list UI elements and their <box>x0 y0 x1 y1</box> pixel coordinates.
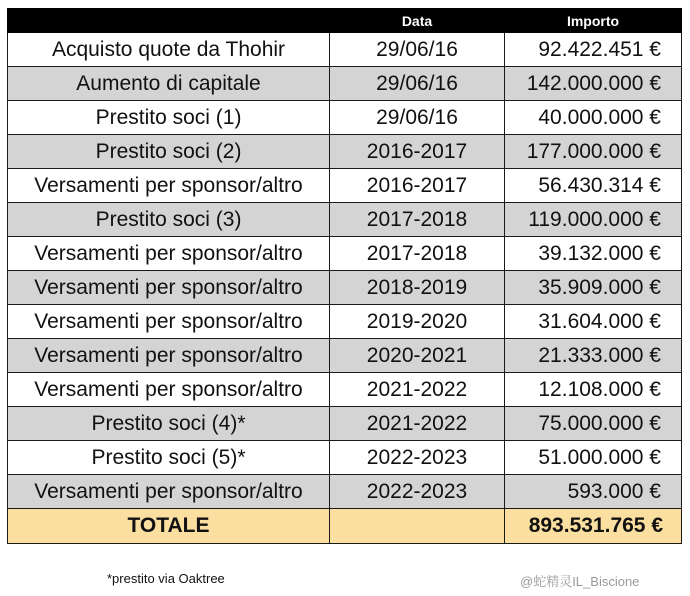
row-label: Versamenti per sponsor/altro <box>8 305 330 339</box>
row-amount: 142.000.000 € <box>505 67 682 101</box>
table-row <box>8 407 682 441</box>
total-amount: 893.531.765 € <box>505 509 682 544</box>
total-row <box>8 509 682 544</box>
row-amount: 39.132.000 € <box>505 237 682 271</box>
row-amount: 31.604.000 € <box>505 305 682 339</box>
row-label: Prestito soci (1) <box>8 101 330 135</box>
row-date: 29/06/16 <box>330 101 505 135</box>
row-date: 2019-2020 <box>330 305 505 339</box>
table-row <box>8 475 682 509</box>
table-row <box>8 203 682 237</box>
table-row <box>8 169 682 203</box>
header-date-column: Data <box>330 9 505 33</box>
row-date: 29/06/16 <box>330 67 505 101</box>
row-label: Prestito soci (5)* <box>8 441 330 475</box>
row-amount: 92.422.451 € <box>505 33 682 67</box>
row-amount: 75.000.000 € <box>505 407 682 441</box>
table-row <box>8 339 682 373</box>
row-label: Versamenti per sponsor/altro <box>8 169 330 203</box>
row-label: Prestito soci (4)* <box>8 407 330 441</box>
row-amount: 21.333.000 € <box>505 339 682 373</box>
row-amount: 593.000 € <box>505 475 682 509</box>
row-date: 2022-2023 <box>330 441 505 475</box>
row-label: Versamenti per sponsor/altro <box>8 373 330 407</box>
row-label: Versamenti per sponsor/altro <box>8 339 330 373</box>
table-header-row <box>8 9 682 33</box>
table-row <box>8 33 682 67</box>
table-row <box>8 305 682 339</box>
row-date: 2016-2017 <box>330 169 505 203</box>
footnote: *prestito via Oaktree <box>107 571 225 586</box>
table-row <box>8 67 682 101</box>
row-label: Prestito soci (3) <box>8 203 330 237</box>
row-date: 29/06/16 <box>330 33 505 67</box>
row-label: Versamenti per sponsor/altro <box>8 475 330 509</box>
row-date: 2021-2022 <box>330 373 505 407</box>
header-label-column <box>8 9 330 33</box>
table-body <box>8 33 682 544</box>
row-amount: 56.430.314 € <box>505 169 682 203</box>
watermark: @蛇精灵IL_Biscione <box>520 574 640 589</box>
table-row <box>8 101 682 135</box>
header-amount-column: Importo <box>505 9 682 33</box>
row-date: 2017-2018 <box>330 237 505 271</box>
row-amount: 12.108.000 € <box>505 373 682 407</box>
row-amount: 51.000.000 € <box>505 441 682 475</box>
row-label: Acquisto quote da Thohir <box>8 33 330 67</box>
table-row <box>8 271 682 305</box>
table-row <box>8 441 682 475</box>
row-label: Versamenti per sponsor/altro <box>8 271 330 305</box>
row-date: 2017-2018 <box>330 203 505 237</box>
row-date: 2020-2021 <box>330 339 505 373</box>
row-date: 2018-2019 <box>330 271 505 305</box>
total-label: TOTALE <box>8 509 330 544</box>
row-amount: 35.909.000 € <box>505 271 682 305</box>
row-amount: 177.000.000 € <box>505 135 682 169</box>
row-date: 2016-2017 <box>330 135 505 169</box>
funding-table <box>7 8 682 544</box>
table-row <box>8 373 682 407</box>
row-date: 2021-2022 <box>330 407 505 441</box>
row-label: Aumento di capitale <box>8 67 330 101</box>
row-amount: 40.000.000 € <box>505 101 682 135</box>
row-label: Prestito soci (2) <box>8 135 330 169</box>
total-date <box>330 509 505 544</box>
table-row <box>8 135 682 169</box>
funding-table-container <box>7 8 682 544</box>
row-date: 2022-2023 <box>330 475 505 509</box>
table-row <box>8 237 682 271</box>
row-label: Versamenti per sponsor/altro <box>8 237 330 271</box>
row-amount: 119.000.000 € <box>505 203 682 237</box>
